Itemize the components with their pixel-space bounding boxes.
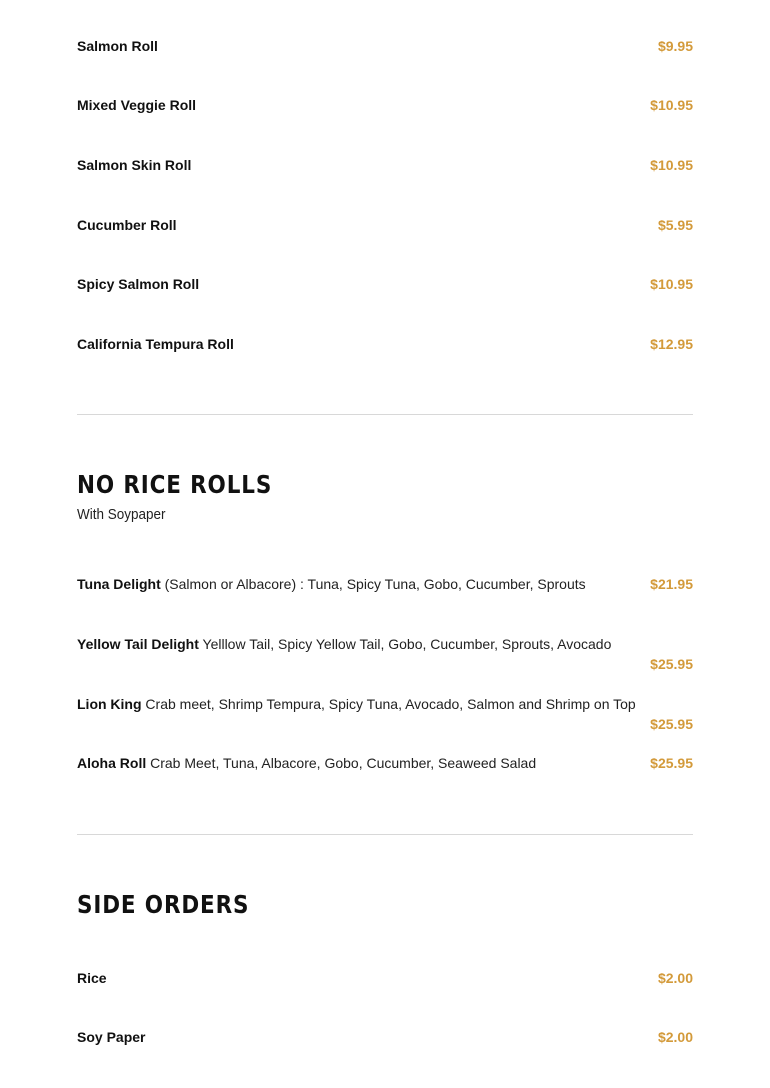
section-subtitle: With Soypaper (77, 506, 166, 523)
item-name: Soy Paper (77, 1029, 146, 1045)
item-price: $25.95 (650, 656, 693, 672)
item-name: Cucumber Roll (77, 217, 177, 233)
item-name: Aloha Roll (77, 755, 147, 771)
item-price: $2.00 (657, 1029, 693, 1045)
menu-item (77, 36, 693, 56)
item-name: Mixed Veggie Roll (77, 97, 197, 113)
menu-item (77, 334, 693, 354)
item-name: Lion King (77, 696, 142, 712)
item-price: $10.95 (650, 97, 693, 113)
menu-item (77, 753, 693, 773)
item-name: California Tempura Roll (77, 336, 234, 352)
menu-item (77, 574, 693, 594)
item-price: $25.95 (650, 716, 693, 732)
menu-item (77, 274, 693, 294)
item-description: Crab meet, Shrimp Tempura, Spicy Tuna, Avocado, Salmon and Shrimp on Top (141, 696, 636, 712)
item-price: $25.95 (650, 755, 693, 771)
menu-item (77, 694, 693, 732)
item-price: $10.95 (650, 276, 693, 292)
section-title-side-orders: SIDE ORDERS (77, 890, 250, 919)
item-description: (Salmon or Albacore) : Tuna, Spicy Tuna, Gobo, Cucumber, Sprouts (160, 576, 586, 592)
section-divider (77, 834, 693, 835)
item-price: $9.95 (657, 38, 693, 54)
item-name: Salmon Roll (77, 38, 158, 54)
section-title-no-rice-rolls: NO RICE ROLLS (77, 470, 273, 499)
item-price: $21.95 (650, 576, 693, 592)
item-name: Tuna Delight (77, 576, 161, 592)
item-price: $12.95 (650, 336, 693, 352)
section-divider (77, 414, 693, 415)
menu-item (77, 1027, 693, 1047)
item-price: $10.95 (650, 157, 693, 173)
item-description: Crab Meet, Tuna, Albacore, Gobo, Cucumber, Seaweed Salad (146, 755, 537, 771)
item-description: Yelllow Tail, Spicy Yellow Tail, Gobo, Cucumber, Sprouts, Avocado (198, 636, 612, 652)
item-name: Salmon Skin Roll (77, 157, 192, 173)
item-name: Rice (77, 970, 107, 986)
item-price: $5.95 (657, 217, 693, 233)
menu-item (77, 634, 693, 672)
item-name: Spicy Salmon Roll (77, 276, 200, 292)
menu-item (77, 155, 693, 175)
menu-item (77, 968, 693, 988)
menu-item (77, 95, 693, 115)
menu-item (77, 215, 693, 235)
item-name: Yellow Tail Delight (77, 636, 199, 652)
item-price: $2.00 (657, 970, 693, 986)
